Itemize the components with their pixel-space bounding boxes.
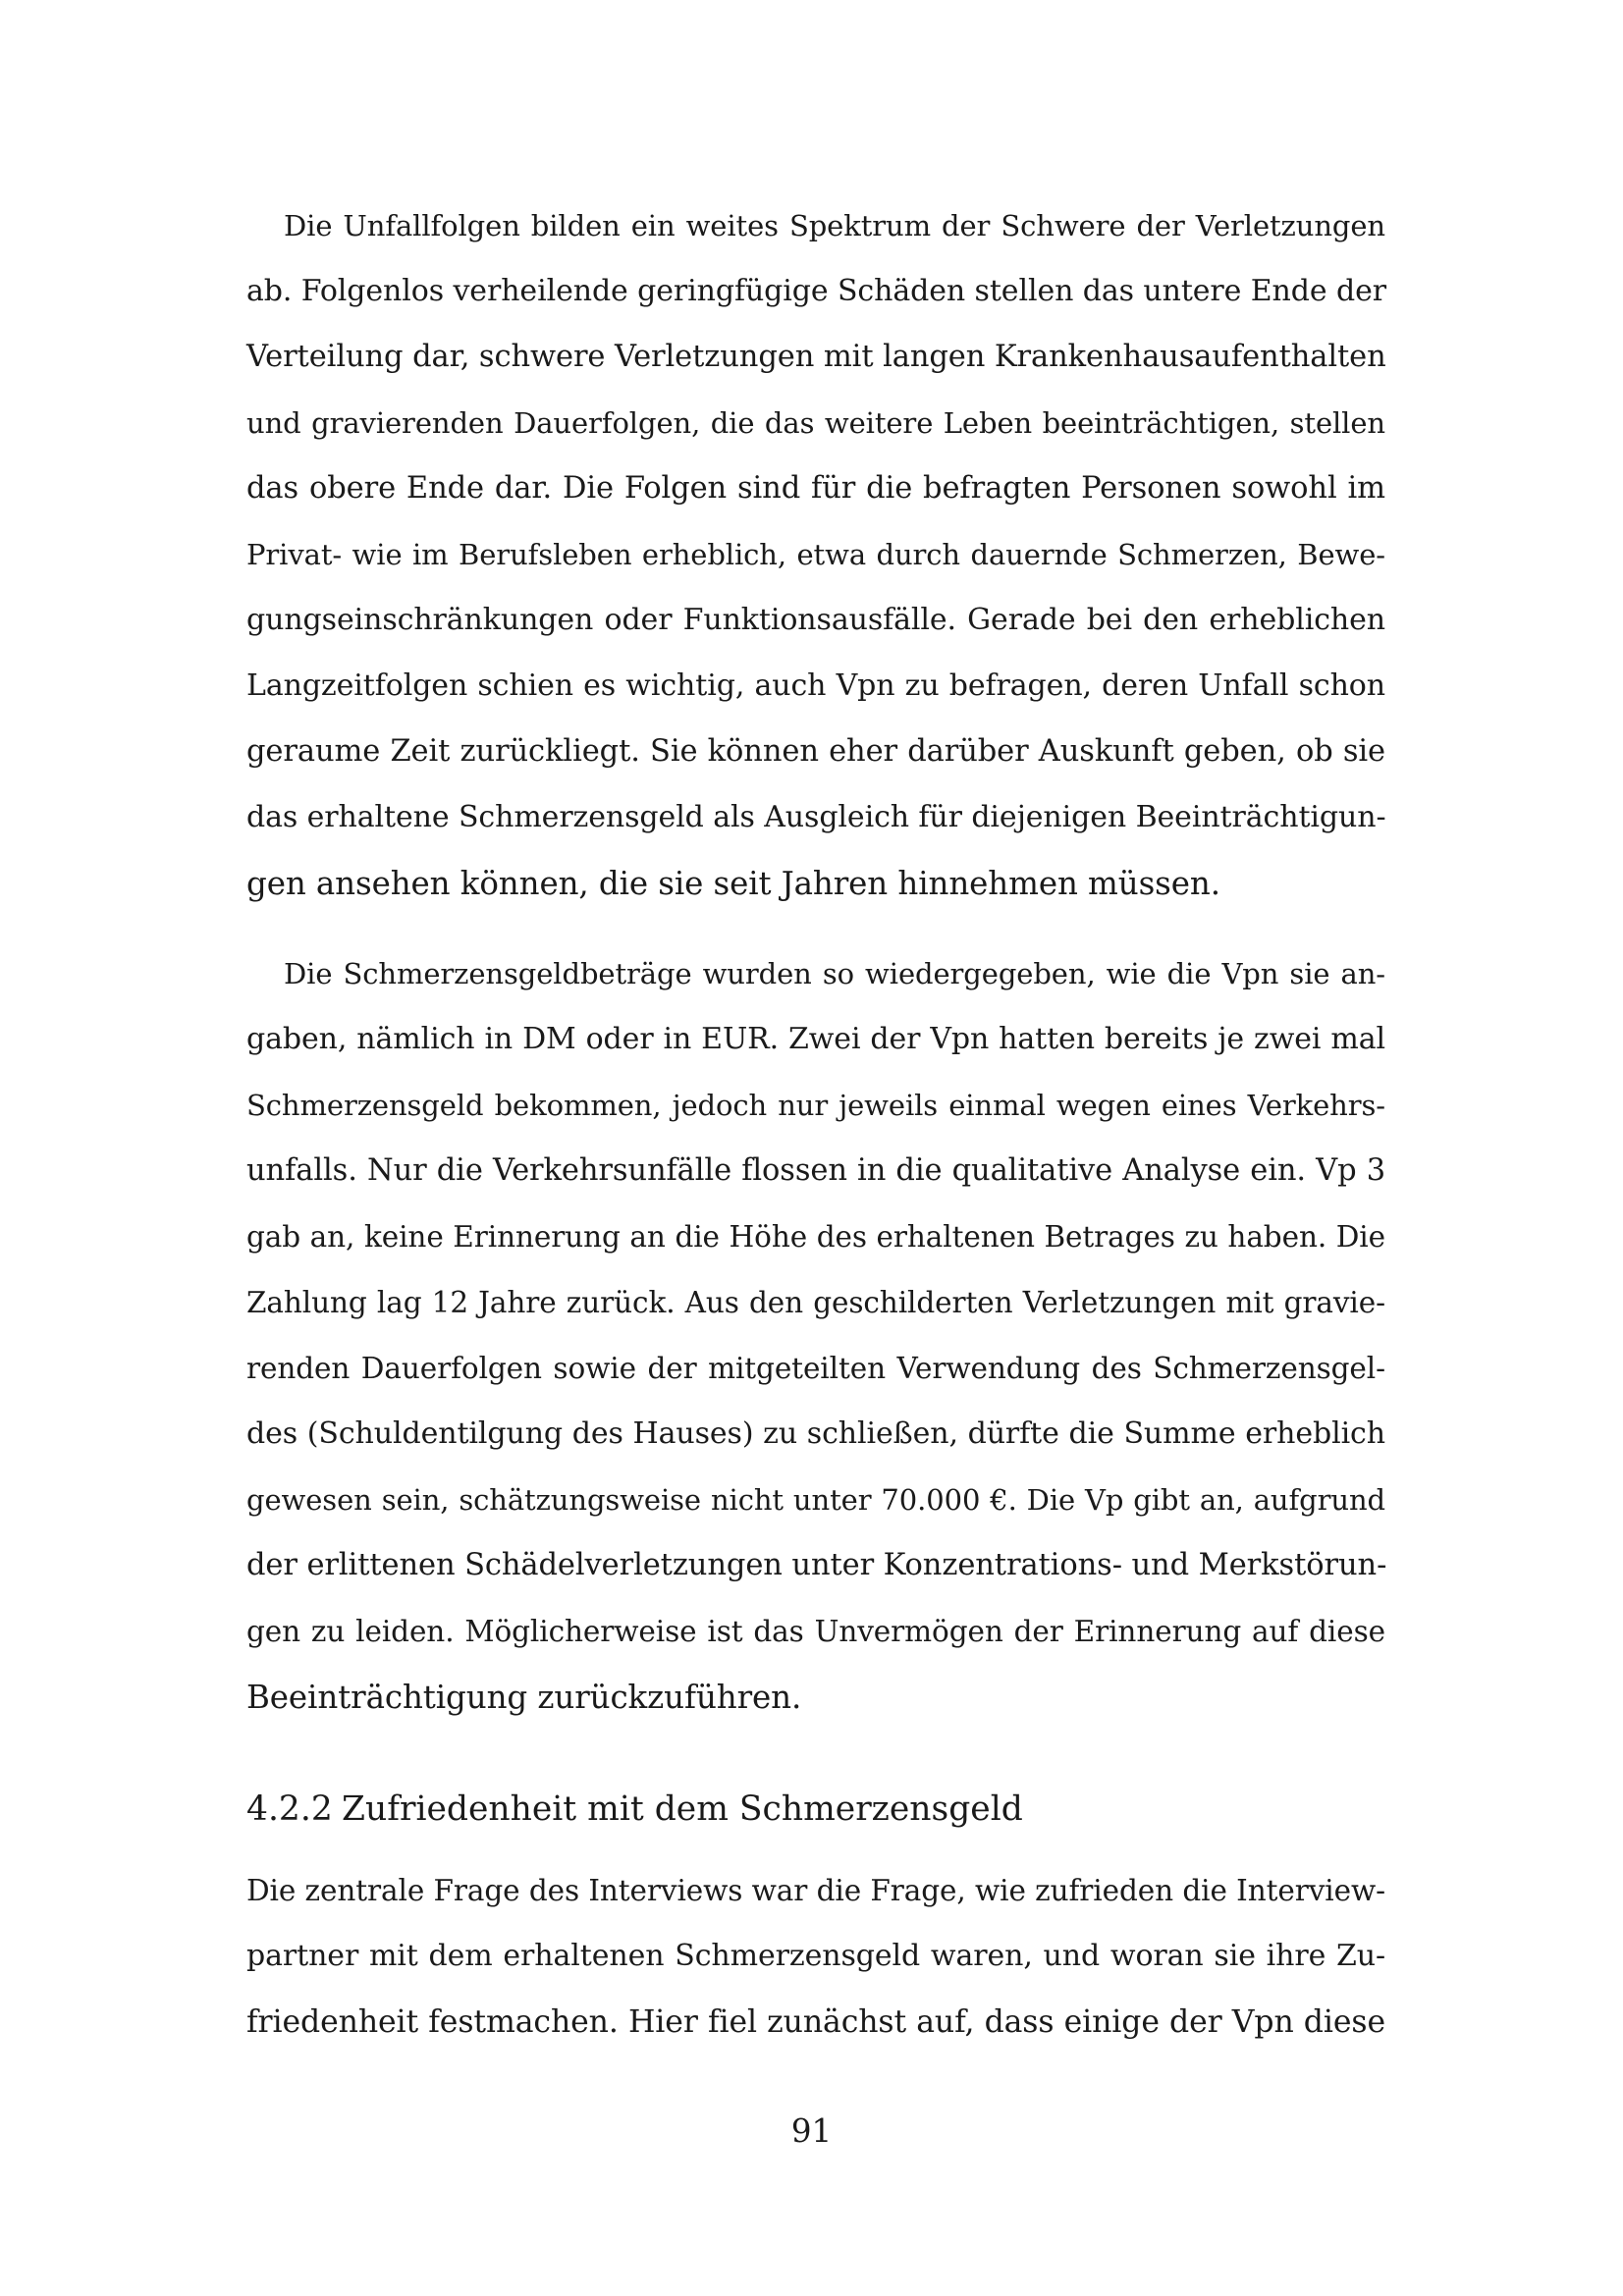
page-number: 91 <box>790 2112 833 2150</box>
text-line: geraume Zeit zurückliegt. Sie können eher darüber Auskunft geben, ob sie <box>246 734 1385 769</box>
text-line: das erhaltene Schmerzensgeld als Ausgleich für diejenigen Beeinträchtigun- <box>246 800 1386 834</box>
text-line: Schmerzensgeld bekommen, jedoch nur jeweils einmal wegen eines Verkehrs- <box>246 1089 1385 1122</box>
section-title: Zufriedenheit mit dem Schmerzensgeld <box>342 1789 1023 1829</box>
text-line: Privat- wie im Berufsleben erheblich, etwa durch dauernde Schmerzen, Bewe- <box>246 538 1385 571</box>
text-line: gab an, keine Erinnerung an die Höhe des erhaltenen Betrages zu haben. Die <box>246 1220 1385 1254</box>
text-line: Verteilung dar, schwere Verletzungen mit langen Krankenhausaufenthalten <box>246 340 1386 374</box>
text-line: gen ansehen können, die sie seit Jahren hinnehmen müssen. <box>246 865 1220 902</box>
text-line: ab. Folgenlos verheilende geringfügige Schäden stellen das untere Ende der <box>246 274 1386 308</box>
text-line: Langzeitfolgen schien es wichtig, auch Vpn zu befragen, deren Unfall schon <box>246 668 1385 703</box>
text-line: der erlittenen Schädelverletzungen unter Konzentrations- und Merkstörun- <box>246 1548 1387 1582</box>
section-heading <box>246 1785 1023 1834</box>
text-line: und gravierenden Dauerfolgen, die das weitere Leben beeinträchtigen, stellen <box>246 406 1385 440</box>
text-line: gewesen sein, schätzungsweise nicht unter 70.000 €. Die Vp gibt an, aufgrund <box>246 1483 1385 1517</box>
text-line: Beeinträchtigung zurückzuführen. <box>246 1679 802 1716</box>
text-line: friedenheit festmachen. Hier fiel zunächst auf, dass einige der Vpn diese <box>246 2004 1385 2040</box>
text-line: Die Schmerzensgeldbeträge wurden so wiedergegeben, wie die Vpn sie an- <box>284 957 1385 990</box>
text-line: Die zentrale Frage des Interviews war die Frage, wie zufrieden die Interview- <box>246 1874 1385 1907</box>
text-line: gen zu leiden. Möglicherweise ist das Unvermögen der Erinnerung auf diese <box>246 1615 1385 1648</box>
text-line: gaben, nämlich in DM oder in EUR. Zwei der Vpn hatten bereits je zwei mal <box>246 1022 1385 1056</box>
section-number: 4.2.2 <box>246 1789 333 1829</box>
text-line: renden Dauerfolgen sowie der mitgeteilten Verwendung des Schmerzensgel- <box>246 1352 1385 1385</box>
text-line: des (Schuldentilgung des Hauses) zu schließen, dürfte die Summe erheblich <box>246 1416 1385 1451</box>
text-line: Zahlung lag 12 Jahre zurück. Aus den geschilderten Verletzungen mit gravie- <box>246 1286 1385 1319</box>
text-line: partner mit dem erhaltenen Schmerzensgeld waren, und woran sie ihre Zu- <box>246 1939 1385 1973</box>
text-line: unfalls. Nur die Verkehrsunfälle flossen in die qualitative Analyse ein. Vp 3 <box>246 1153 1385 1188</box>
text-line: das obere Ende dar. Die Folgen sind für die befragten Personen sowohl im <box>246 471 1385 506</box>
text-line: gungseinschränkungen oder Funktionsausfälle. Gerade bei den erheblichen <box>246 603 1385 637</box>
text-line: Die Unfallfolgen bilden ein weites Spektrum der Schwere der Verletzungen <box>284 209 1385 242</box>
